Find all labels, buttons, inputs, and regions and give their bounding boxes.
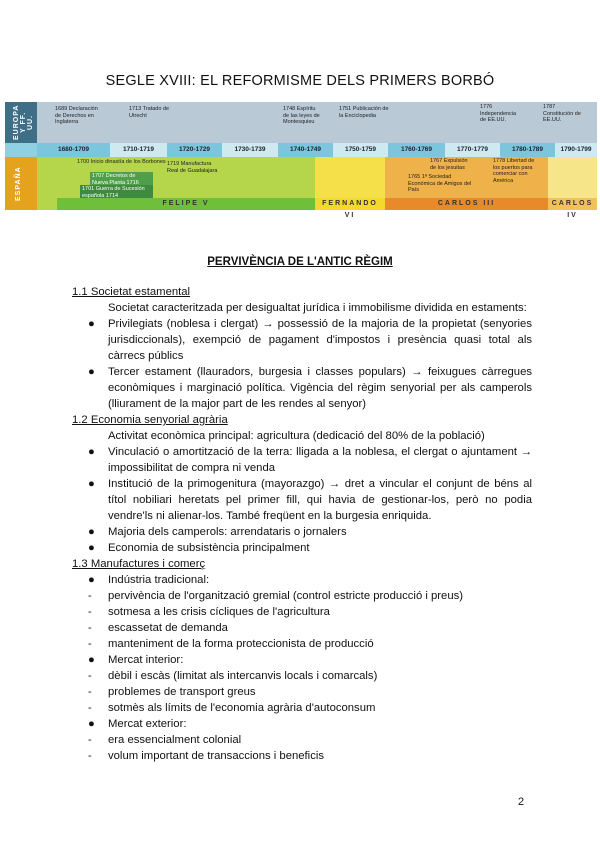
document-body	[72, 284, 532, 764]
king-fernando-vi: FERNANDO VI	[315, 198, 385, 210]
list-item	[72, 572, 532, 588]
dash-icon: -	[88, 670, 92, 682]
dash-icon: -	[88, 734, 92, 746]
timeline-decade: 1730-1739	[222, 143, 278, 157]
dash-icon: -	[88, 702, 92, 714]
timeline-decade: 1760-1769	[388, 143, 445, 157]
list-item-text: era essencialment colonial	[108, 734, 242, 746]
bullet-icon: ●	[88, 478, 95, 490]
list-item	[72, 732, 532, 748]
section-intro: Activitat econòmica principal: agricultura (dedicació del 80% de la població)	[108, 430, 485, 442]
spain-event: 1767 Expulsión de los jesuitas	[430, 158, 468, 171]
dash-icon: -	[88, 590, 92, 602]
list-item-text: escassetat de demanda	[108, 622, 228, 634]
list-item-text: Mercat interior:	[108, 654, 184, 666]
dash-icon: -	[88, 750, 92, 762]
list-item-text: manteniment de la forma proteccionista de producció	[108, 638, 374, 650]
bullet-icon: ●	[88, 526, 95, 538]
europe-event: 1787 Constitución de EE.UU.	[543, 104, 581, 123]
timeline-decade: 1770-1779	[445, 143, 500, 157]
timeline-decade: 1740-1749	[278, 143, 333, 157]
timeline-decade: 1720-1729	[167, 143, 222, 157]
bullet-icon: ●	[88, 318, 95, 330]
list-item-text: Majoria dels camperols: arrendataris o jornalers	[108, 526, 347, 538]
spain-event: 1707 Decretos de Nueva Planta 1716	[92, 173, 139, 186]
bullet-icon: ●	[88, 718, 95, 730]
bullet-icon: ●	[88, 654, 95, 666]
page-title: SEGLE XVIII: EL REFORMISME DELS PRIMERS BORBÓ	[105, 73, 495, 89]
section-title: 1.1 Societat estamental	[72, 286, 191, 298]
section-title: 1.2 Economia senyorial agrària	[72, 414, 228, 426]
spain-event: 1778 Libertad de los puertos para comerciar con América	[493, 158, 535, 184]
list-item	[72, 476, 532, 524]
dash-icon: -	[88, 638, 92, 650]
list-item-text: sotmès als límits de l'economia agrària d'autoconsum	[108, 702, 376, 714]
europe-event: 1689 Declaración de Derechos en Inglaterra	[55, 106, 98, 125]
list-item	[72, 652, 532, 668]
king-carlos-iv: CARLOS IV	[548, 198, 597, 210]
spain-event: 1719 Manufactura Real de Guadalajara	[167, 161, 218, 174]
europe-event: 1713 Tratado de Utrecht	[129, 106, 170, 119]
list-item	[72, 668, 532, 684]
list-item	[72, 684, 532, 700]
timeline-decade: 1750-1759	[333, 143, 388, 157]
dash-icon: -	[88, 622, 92, 634]
europe-event: 1776 Independencia de EE.UU.	[480, 104, 517, 123]
list-item	[72, 700, 532, 716]
spain-event: 1765 1ª Sociedad Económica de Amigos del País	[408, 174, 472, 193]
list-item-text: dèbil i escàs (limitat als intercanvis locals i comarcals)	[108, 670, 378, 682]
section-intro: Societat caracteritzada per desigualtat jurídica i immobilisme dividida en estaments:	[108, 302, 527, 314]
list-item	[72, 364, 532, 412]
section-title: 1.3 Manufactures i comerç	[72, 558, 206, 570]
bullet-icon: ●	[88, 542, 95, 554]
list-item	[72, 588, 532, 604]
list-item-text: Economia de subsistència principalment	[108, 542, 310, 554]
bullet-icon: ●	[88, 446, 95, 458]
list-item-text: Tercer estament (llauradors, burgesia i classes populars) → feixugues càrregues econòmiques i marginació política. Vigència del règim senyorial per als camperols (lliurament de la major part de les rendes al senyor)	[108, 366, 532, 410]
dash-icon: -	[88, 606, 92, 618]
list-item	[72, 316, 532, 364]
list-item-text: volum important de transaccions i beneficis	[108, 750, 324, 762]
timeline-decade: 1680-1709	[37, 143, 110, 157]
list-item-text: Mercat exterior:	[108, 718, 187, 730]
list-item-text: pervivència de l'organització gremial (control estricte producció i preus)	[108, 590, 464, 602]
europe-label: EUROPA Y FF. UU.	[13, 104, 34, 141]
king-felipe-v: FELIPE V	[57, 198, 315, 210]
timeline-decade: 1780-1789	[500, 143, 555, 157]
europe-event: 1748 Espíritu de las leyes de Montesquieu	[283, 106, 320, 125]
list-item	[72, 716, 532, 732]
list-item-text: Privilegiats (noblesa i clergat) → possessió de la majoria de la propietat (senyories jurisdiccionals), exempció de pagament d'impostos i presència quasi total als càrrecs públics	[108, 318, 532, 362]
page-number: 2	[518, 796, 525, 808]
list-item-text: Indústria tradicional:	[108, 574, 210, 586]
list-item	[72, 540, 532, 556]
timeline-decade: 1710-1719	[110, 143, 167, 157]
list-item	[72, 620, 532, 636]
section-heading: PERVIVÈNCIA DE L'ANTIC RÈGIM	[207, 256, 393, 268]
king-carlos-iii: CARLOS III	[385, 198, 548, 210]
list-item	[72, 444, 532, 476]
list-item-text: problemes de transport greus	[108, 686, 256, 698]
timeline-decade: 1790-1799	[555, 143, 597, 157]
bullet-icon: ●	[88, 366, 95, 378]
list-item-text: Institució de la primogenitura (mayorazgo) → dret a vincular el conjunt de béns al títol nobiliari heretats pel primer fill, qui havia de gestionar-los, però no podia vendre'ls ni alienar-los. També freqüent en la burgesia enriquida.	[108, 478, 532, 522]
list-item	[72, 748, 532, 764]
dash-icon: -	[88, 686, 92, 698]
bullet-icon: ●	[88, 574, 95, 586]
list-item	[72, 524, 532, 540]
spain-event: 1701 Guerra de Sucesión española 1714	[82, 186, 145, 199]
europe-event: 1751 Publicación de la Enciclopedia	[339, 106, 389, 119]
spain-label: ESPAÑA	[15, 166, 22, 202]
list-item-text: Vinculació o amortització de la terra: lligada a la noblesa, el clergat o ajuntament → impossibilitat de compra ni venda	[108, 446, 532, 474]
spain-event: 1700 Inicio dinastía de los Borbones	[77, 159, 166, 165]
list-item	[72, 604, 532, 620]
list-item-text: sotmesa a les crisis cícliques de l'agricultura	[108, 606, 330, 618]
timeline-image	[5, 102, 597, 219]
list-item	[72, 636, 532, 652]
